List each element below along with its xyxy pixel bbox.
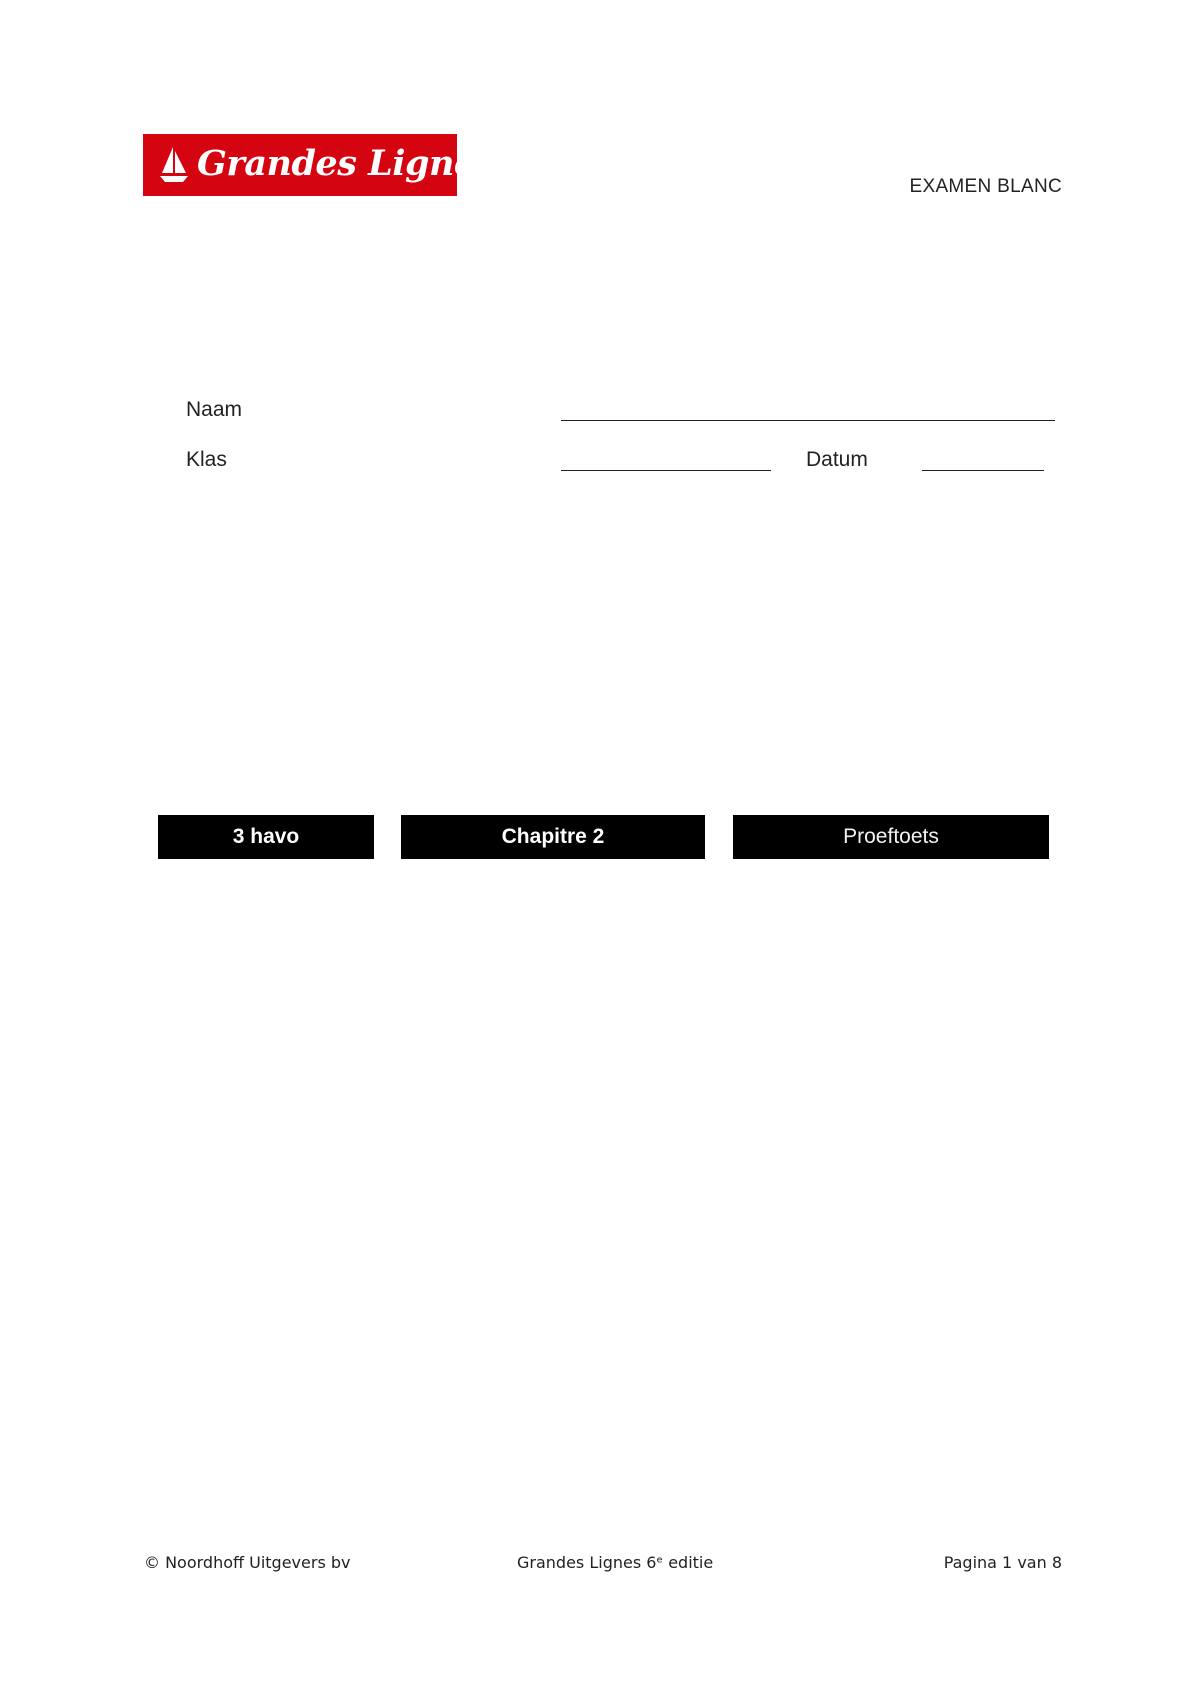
footer-copyright: © Noordhoff Uitgevers bv [144, 1553, 351, 1572]
document-type-label: EXAMEN BLANC [909, 176, 1062, 197]
level-text: 3 havo [232, 825, 300, 848]
name-field-line[interactable] [561, 420, 1055, 421]
footer-edition: Grandes Lignes 6ᵉ editie [517, 1553, 714, 1572]
test-type-text: Proeftoets [843, 825, 939, 848]
class-field-line[interactable] [561, 470, 771, 471]
name-label: Naam [186, 398, 243, 421]
chapter-text: Chapitre 2 [501, 825, 605, 848]
date-label: Datum [806, 448, 868, 471]
sailboat-icon [159, 145, 189, 185]
test-type-bar [733, 815, 1049, 859]
grandes-lignes-logo [143, 134, 495, 196]
class-label: Klas [186, 448, 227, 471]
logo-text: Grandes Lignes [197, 143, 495, 184]
level-bar [158, 815, 374, 859]
chapter-bar [401, 815, 705, 859]
date-field-line[interactable] [922, 470, 1044, 471]
footer-page-number: Pagina 1 van 8 [943, 1553, 1062, 1572]
